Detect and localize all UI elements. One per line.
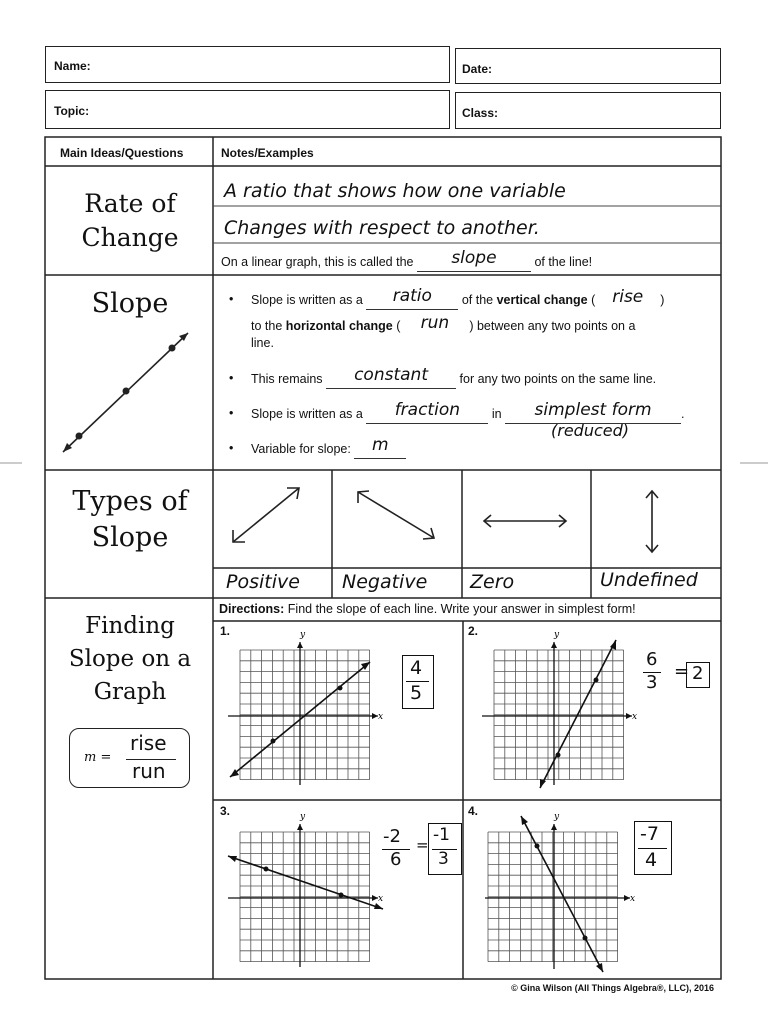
slope-b1-line2-post: ) between any two points on a bbox=[469, 319, 636, 333]
slope-b4-pre: Variable for slope: bbox=[251, 442, 351, 456]
work-3-den: 6 bbox=[390, 849, 402, 870]
positive-slope-arrow-icon bbox=[225, 480, 310, 550]
slope-b1-paren-open: ( bbox=[591, 293, 596, 307]
graph-4-x-label: x bbox=[630, 894, 636, 904]
answer-1-num: 4 bbox=[410, 657, 423, 679]
slope-formula-run: run bbox=[132, 759, 166, 783]
slope-b1-vertical-change: vertical change bbox=[496, 293, 588, 307]
linear-graph-text-before: On a linear graph, this is called the bbox=[221, 255, 414, 269]
date-label: Date: bbox=[462, 62, 493, 76]
column-header-main-ideas: Main Ideas/Questions bbox=[60, 146, 184, 160]
graph-problem-3 bbox=[225, 812, 387, 972]
linear-graph-text bbox=[221, 248, 593, 272]
slope-b3-ans-fraction: fraction bbox=[366, 404, 488, 424]
negative-slope-arrow-icon bbox=[352, 486, 442, 546]
answer-4-num: -7 bbox=[640, 823, 659, 845]
rate-definition-line2: Changes with respect to another. bbox=[224, 217, 540, 239]
answer-4-box bbox=[634, 821, 672, 875]
slope-b3-mid: in bbox=[491, 407, 502, 421]
type-label-negative: Negative bbox=[342, 571, 428, 593]
slope-formula-rise: rise bbox=[130, 731, 167, 755]
undefined-slope-arrow-icon bbox=[642, 488, 662, 556]
graph-4-grid bbox=[488, 832, 618, 962]
slope-b1-ans-run: run bbox=[420, 313, 450, 333]
problem-1-number: 1. bbox=[220, 624, 231, 638]
line-through-points-figure bbox=[55, 325, 195, 460]
linear-graph-answer-text: slope bbox=[451, 248, 497, 268]
finding-title-line1: Finding bbox=[85, 613, 175, 639]
type-label-positive: Positive bbox=[226, 571, 300, 593]
rate-of-change-title-line1: Rate of bbox=[84, 189, 176, 218]
slope-b3-ans-simplest-form: simplest form bbox=[505, 404, 681, 424]
answer-1-box bbox=[402, 655, 434, 709]
rate-of-change-title bbox=[50, 187, 210, 255]
linear-graph-answer bbox=[417, 248, 531, 272]
graph-2-x-label: x bbox=[632, 712, 638, 722]
directions-label: Directions: bbox=[219, 602, 285, 616]
finding-title-line2: Slope on a bbox=[68, 646, 192, 672]
answer-3-num: -1 bbox=[433, 825, 450, 845]
slope-b1-line3: line. bbox=[251, 336, 274, 350]
finding-title-line3: Graph bbox=[93, 679, 167, 705]
slope-b2-ans-constant: constant bbox=[326, 369, 456, 389]
slope-b3-ans-reduced: (reduced) bbox=[551, 421, 629, 440]
rate-of-change-title-line2: Change bbox=[81, 223, 179, 252]
graph-problem-4 bbox=[473, 812, 635, 974]
type-label-undefined: Undefined bbox=[600, 569, 698, 591]
slope-b1-line2-pre: to the bbox=[251, 319, 283, 333]
graph-problem-2 bbox=[482, 630, 642, 790]
answer-1-den: 5 bbox=[410, 682, 423, 704]
graph-3-x-label: x bbox=[378, 894, 384, 904]
graph-4-line bbox=[521, 816, 603, 972]
types-of-slope-title bbox=[50, 484, 210, 556]
directions-text: Find the slope of each line. Write your answer in simplest form! bbox=[287, 602, 636, 616]
types-title-line2: Slope bbox=[91, 522, 169, 553]
answer-4-den: 4 bbox=[645, 849, 658, 871]
graph-2-line bbox=[540, 640, 616, 788]
graph-3-grid bbox=[240, 832, 370, 962]
graph-3-y-label: y bbox=[300, 812, 306, 822]
problem-4-number: 4. bbox=[468, 804, 479, 818]
work-2-den: 3 bbox=[646, 672, 658, 693]
slope-b1-ans-rise: rise bbox=[612, 287, 644, 307]
directions bbox=[219, 602, 636, 616]
answer-2-box bbox=[686, 662, 710, 688]
work-3-equals: = bbox=[416, 836, 429, 854]
slope-b4-ans-m: m bbox=[354, 439, 406, 459]
slope-b3-end: . bbox=[681, 407, 685, 421]
answer-3-box bbox=[428, 823, 462, 875]
slope-b1-paren-close: ) bbox=[660, 293, 665, 307]
slope-b1-horizontal-change: horizontal change bbox=[285, 319, 393, 333]
column-header-notes: Notes/Examples bbox=[221, 146, 314, 160]
graph-3-line bbox=[228, 856, 383, 909]
rate-definition-line1: A ratio that shows how one variable bbox=[224, 180, 566, 202]
work-2-equals: = bbox=[674, 661, 690, 682]
slope-formula-box bbox=[69, 728, 190, 788]
slope-b1-ans-ratio: ratio bbox=[366, 290, 458, 310]
slope-b3-pre: Slope is written as a bbox=[251, 407, 363, 421]
problem-2-number: 2. bbox=[468, 624, 479, 638]
work-3-num: -2 bbox=[383, 826, 401, 847]
type-label-zero: Zero bbox=[470, 571, 515, 593]
work-2-num: 6 bbox=[646, 649, 658, 670]
slope-b2-post: for any two points on the same line. bbox=[459, 372, 657, 386]
finding-slope-title bbox=[50, 610, 210, 709]
graph-problem-1 bbox=[228, 630, 388, 790]
topic-label: Topic: bbox=[54, 104, 90, 118]
graph-1-y-label: y bbox=[300, 630, 306, 640]
slope-b1-mid: of the bbox=[461, 293, 494, 307]
graph-1-x-label: x bbox=[378, 712, 384, 722]
copyright-footer: © Gina Wilson (All Things Algebra®, LLC), 2016 bbox=[511, 983, 714, 993]
slope-b1-pre: Slope is written as a bbox=[251, 293, 363, 307]
slope-b2-pre: This remains bbox=[251, 372, 323, 386]
answer-3-den: 3 bbox=[438, 849, 449, 869]
problem-3-number: 3. bbox=[220, 804, 231, 818]
class-label: Class: bbox=[462, 106, 499, 120]
graph-2-grid bbox=[494, 650, 624, 780]
types-title-line1: Types of bbox=[72, 486, 188, 517]
answer-2-value: 2 bbox=[692, 663, 704, 684]
linear-graph-text-after: of the line! bbox=[534, 255, 593, 269]
name-label: Name: bbox=[54, 59, 91, 73]
slope-formula-m: m = bbox=[84, 750, 112, 765]
slope-title: Slope bbox=[91, 288, 169, 319]
graph-4-y-label: y bbox=[554, 812, 560, 822]
zero-slope-arrow-icon bbox=[480, 512, 570, 532]
slope-b1-paren-open-2: ( bbox=[396, 319, 401, 333]
graph-2-y-label: y bbox=[554, 630, 560, 640]
